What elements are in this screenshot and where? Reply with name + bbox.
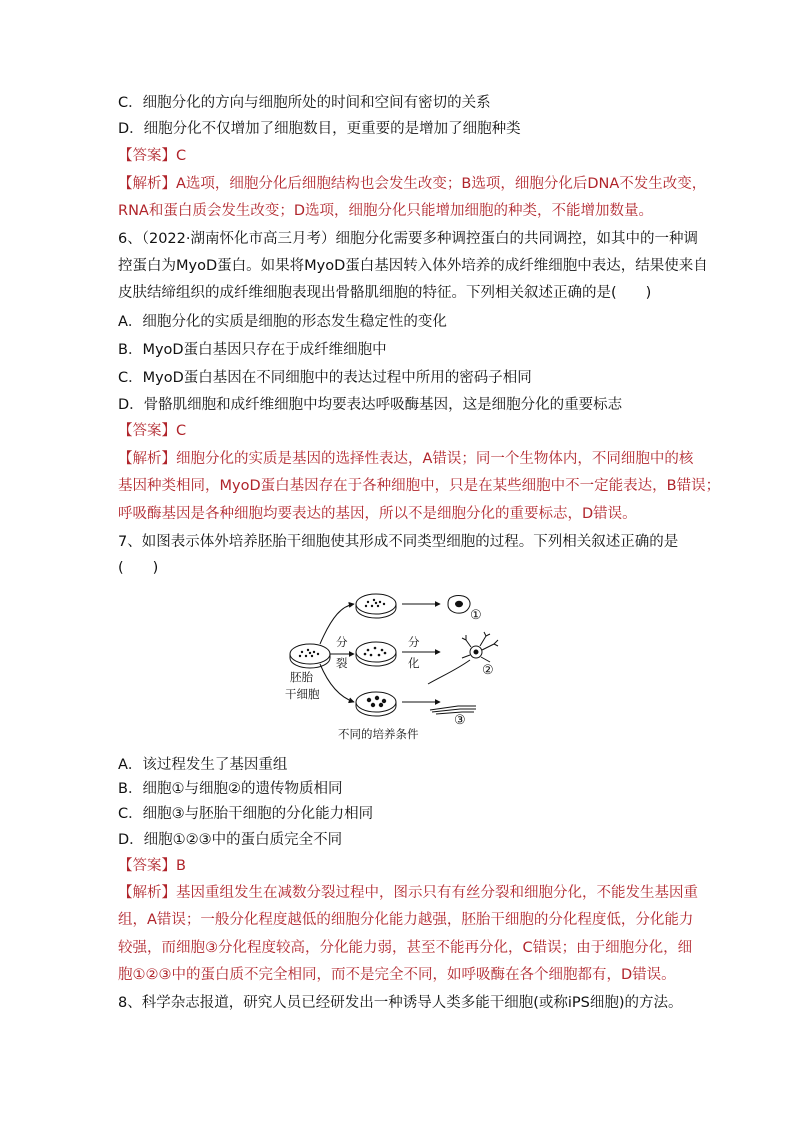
q7-analysis-line-4: 胞①②③中的蛋白质不完全相同，而不是完全不同，如呼吸酶在各个细胞都有，D错误。 [118,967,676,983]
q8-stem-line-1: 8、科学杂志报道，研究人员已经研发出一种诱导人类多能干细胞(或称iPS细胞)的方法。 [118,995,683,1011]
q7-analysis-line-1 [118,883,698,903]
q7-answer [118,856,678,876]
q7-stem-line-1: 7、如图表示体外培养胚胎干细胞使其形成不同类型细胞的过程。下列相关叙述正确的是 [118,534,679,550]
source-petri-dish [290,644,330,668]
q6-analysis-line-2: 基因种类相同，MyoD蛋白基因存在于各种细胞中，只是在某些细胞中不一定能表达，B错误； [118,478,721,494]
analysis-text: 细胞分化的实质是基因的选择性表达，A错误；同一个生物体内，不同细胞中的核 [176,451,694,467]
petri-dish-2 [356,642,396,666]
label-division-2: 裂 [336,656,348,670]
label-embryo: 胚胎 [290,670,313,684]
cell-3-fibres [430,706,476,714]
analysis-tag: 【解析】 [118,885,176,901]
q6-option-a: A．细胞分化的实质是细胞的形态发生稳定性的变化 [118,314,447,330]
q6-stem-line-2: 控蛋白为MyoD蛋白。如果将MyoD蛋白基因转入体外培养的成纤维细胞中表达，结果使来自 [118,258,708,274]
analysis-tag: 【解析】 [118,451,176,467]
label-stem-cell: 干细胞 [285,687,320,701]
answer-tag: 【答案】 [118,858,176,874]
label-division-1: 分 [336,635,348,649]
q5-analysis-line-1 [118,174,707,194]
q5-answer [118,146,678,166]
q6-stem-line-1: 6、（2022·湖南怀化市高三月考）细胞分化需要多种调控蛋白的共同调控，如其中的一种调 [118,231,698,247]
q6-option-d: D．骨骼肌细胞和成纤维细胞中均要表达呼吸酶基因，这是细胞分化的重要标志 [118,397,623,413]
cell-1-label: ① [470,608,482,623]
label-differentiation-1: 分 [408,635,420,649]
q7-analysis-line-2: 组，A错误；一般分化程度越低的细胞分化能力越强，胚胎干细胞的分化程度低，分化能力 [118,912,694,928]
q7-stem-line-2: ( ) [118,560,159,576]
answer-value: C [176,423,187,439]
q6-option-b: B．MyoD蛋白基因只存在于成纤维细胞中 [118,342,387,358]
petri-dish-1 [356,594,396,618]
q7-option-d: D．细胞①②③中的蛋白质完全不同 [118,832,343,848]
answer-value: B [176,858,186,874]
cell-3-label: ③ [454,713,466,728]
q7-analysis-line-3: 较强，而细胞③分化程度较高，分化能力弱，甚至不能再分化，C错误；由于细胞分化，细 [118,940,693,956]
answer-tag: 【答案】 [118,148,176,164]
q6-option-c: C．MyoD蛋白基因在不同细胞中的表达过程中所用的密码子相同 [118,370,532,386]
q5-option-d: D．细胞分化不仅增加了细胞数目，更重要的是增加了细胞种类 [118,121,521,137]
petri-dish-3 [356,692,396,716]
q7-option-a: A．该过程发生了基因重组 [118,757,288,773]
q5-option-c: C．细胞分化的方向与细胞所处的时间和空间有密切的关系 [118,95,491,111]
analysis-text: A选项，细胞分化后细胞结构也会发生改变；B选项，细胞分化后DNA不发生改变， [176,176,707,192]
q6-analysis-line-1 [118,449,694,469]
q7-option-c: C．细胞③与胚胎干细胞的分化能力相同 [118,806,374,822]
q6-answer [118,421,678,441]
answer-value: C [176,148,187,164]
cell-1-shape [448,596,470,614]
q5-analysis-line-2: RNA和蛋白质会发生改变；D选项，细胞分化只能增加细胞的种类，不能增加数量。 [118,203,654,219]
analysis-tag: 【解析】 [118,176,176,192]
q7-option-b: B．细胞①与细胞②的遗传物质相同 [118,781,343,797]
label-differentiation-2: 化 [408,656,420,670]
q6-stem-line-3: 皮肤结缔组织的成纤维细胞表现出骨骼肌细胞的特征。下列相关叙述正确的是( ) [118,285,652,301]
stem-cell-differentiation-figure [280,588,520,744]
cell-2-label: ② [482,663,494,678]
analysis-text: 基因重组发生在减数分裂过程中，图示只有有丝分裂和细胞分化，不能发生基因重 [176,885,698,901]
label-culture-conditions: 不同的培养条件 [338,727,419,741]
q6-analysis-line-3: 呼吸酶基因是各种细胞均要表达的基因，所以不是细胞分化的重要标志，D错误。 [118,506,637,522]
answer-tag: 【答案】 [118,423,176,439]
